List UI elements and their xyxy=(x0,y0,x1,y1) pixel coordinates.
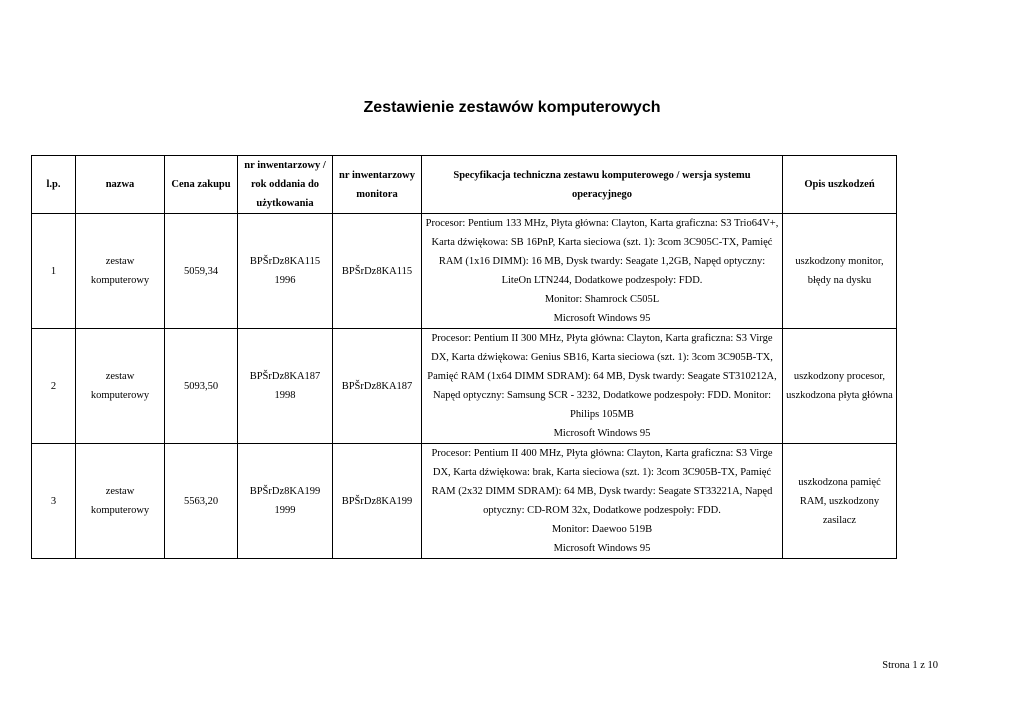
cell-lp: 3 xyxy=(32,444,76,559)
cell-lp: 1 xyxy=(32,214,76,329)
computer-sets-table xyxy=(31,155,897,559)
cell-cena: 5093,50 xyxy=(165,329,238,444)
header-cena: Cena zakupu xyxy=(165,156,238,214)
os-text: Microsoft Windows 95 xyxy=(553,428,651,439)
page-number: Strona 1 z 10 xyxy=(882,660,938,671)
cell-opis: uszkodzony monitor, błędy na dysku xyxy=(783,214,897,329)
cell-nazwa: zestaw komputerowy xyxy=(76,329,165,444)
header-nazwa: nazwa xyxy=(76,156,165,214)
inventory-number: BPŠrDz8KA115 xyxy=(249,256,321,267)
inventory-number: BPŠrDz8KA199 xyxy=(249,486,321,497)
table-row xyxy=(32,214,897,329)
monitor-text: Monitor: Shamrock C505L xyxy=(544,294,660,305)
cell-nr-monitora: BPŠrDz8KA187 xyxy=(333,329,422,444)
cell-specyfikacja xyxy=(422,444,783,559)
header-opis: Opis uszkodzeń xyxy=(783,156,897,214)
cell-nr-monitora: BPŠrDz8KA199 xyxy=(333,444,422,559)
cell-specyfikacja xyxy=(422,214,783,329)
cell-nazwa: zestaw komputerowy xyxy=(76,444,165,559)
cell-nazwa: zestaw komputerowy xyxy=(76,214,165,329)
cell-nr-rok xyxy=(238,214,333,329)
page-title: Zestawienie zestawów komputerowych xyxy=(363,99,661,116)
year: 1996 xyxy=(274,275,296,286)
spec-text: Procesor: Pentium II 400 MHz, Płyta główna: Clayton, Karta graficzna: S3 Virge DX, Karta dźwiękowa: brak, Karta sieciowa (szt. 1): 3com 3C905B-TX, Pamięć RAM (2x32 DIMM SDRAM): 64 MB, Dysk twardy: Seagate ST33221A, Napęd optyczny: CD-ROM 32x, Dodatkowe podzespoły: FDD. xyxy=(431,448,773,516)
os-text: Microsoft Windows 95 xyxy=(553,543,651,554)
cell-opis: uszkodzona pamięć RAM, uszkodzony zasilacz xyxy=(783,444,897,559)
header-nr-rok: nr inwentarzowy / rok oddania do użytkowania xyxy=(238,156,333,214)
cell-opis: uszkodzony procesor, uszkodzona płyta główna xyxy=(783,329,897,444)
cell-cena: 5563,20 xyxy=(165,444,238,559)
cell-nr-monitora: BPŠrDz8KA115 xyxy=(333,214,422,329)
os-text: Microsoft Windows 95 xyxy=(553,313,651,324)
inventory-number: BPŠrDz8KA187 xyxy=(249,371,321,382)
table-header-row xyxy=(32,156,897,214)
cell-specyfikacja xyxy=(422,329,783,444)
cell-cena: 5059,34 xyxy=(165,214,238,329)
cell-nr-rok xyxy=(238,444,333,559)
cell-nr-rok xyxy=(238,329,333,444)
header-nr-monitora: nr inwentarzowy monitora xyxy=(333,156,422,214)
table-row xyxy=(32,329,897,444)
spec-text: Procesor: Pentium 133 MHz, Płyta główna: Clayton, Karta graficzna: S3 Trio64V+, Karta dźwiękowa: SB 16PnP, Karta sieciowa (szt. 1): 3com 3C905C-TX, Pamięć RAM (1x16 DIMM): 16 MB, Dysk twardy: Seagate 1,2GB, Napęd optyczny: LiteOn LTN244, Dodatkowe podzespoły: FDD. xyxy=(425,218,779,286)
year: 1999 xyxy=(274,505,296,516)
cell-lp: 2 xyxy=(32,329,76,444)
monitor-text: Monitor: Daewoo 519B xyxy=(551,524,653,535)
header-specyfikacja: Specyfikacja techniczna zestawu komputerowego / wersja systemu operacyjnego xyxy=(422,156,783,214)
spec-text: Procesor: Pentium II 300 MHz, Płyta główna: Clayton, Karta graficzna: S3 Virge DX, Karta dźwiękowa: Genius SB16, Karta sieciowa (szt. 1): 3com 3C905B-TX, Pamięć RAM (1x64 DIMM SDRAM): 64 MB, Dysk twardy: Seagate ST310212A, Napęd optyczny: Samsung SCR - 3232, Dodatkowe podzespoły: FDD. Monitor: Philips 105MB xyxy=(427,333,777,420)
table-row xyxy=(32,444,897,559)
header-lp: l.p. xyxy=(32,156,76,214)
year: 1998 xyxy=(274,390,296,401)
